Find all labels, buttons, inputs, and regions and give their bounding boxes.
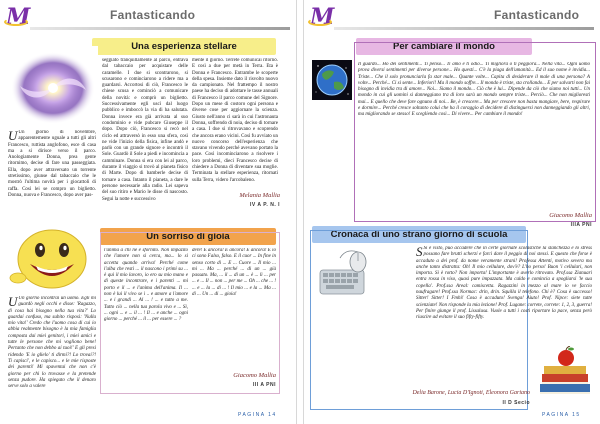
article1-class: IV A P. N. I (250, 202, 280, 208)
article2-body: S Si è visto, può accadere che in certe giornate scolastiche la stanchezza e lo stress possano fare brutti scherzi e farci dare il peggio di noi stessi. E questo che forse è accaduto a dei prof. da nome veramente strani! Professa Attenti, motivo severa ma anche tanto distratta: Oh! Il mio cellulare, dov'è? L'ho perso! Buon 'i cellulari, non importa. Si è rotto? Non importa! L'importante è averlo ritrovato. Prof.ssa Zianuari entra rossa in viso, quasi pure impazzata. Ma caldo e comincia a spogliarsi 'le sua copella'. Prof.ssa Areal: camiscetta. Ragazzini in mezzo al mare io ve faccio naufragare! Prof.ssa Normac: drin, drin. Squilla il telefono. Chi è? Cosa è successo! Sitter! Sitter! I Fmhi! Cosa è accaduto! Svenga! Aiuto! Prof. Nipce: siete tutte scienziate! Non risponde la mia lezione! Prof. Lugane: correte, correte: 1, 2, 3, guerra! Per finire giunge il prof. Lissalusa. Vuole a tutti i costi riportare la pace, senza però riuscire ad evitare il suo fifty-fifty. (416, 246, 592, 321)
article-title-una-esperienza-stellare: Una esperienza stellare (92, 38, 276, 55)
article1-author: Melania Mallia (239, 192, 280, 199)
page-number-right: PAGINA 15 (542, 412, 581, 418)
article1-class: IIIA PNI (570, 222, 592, 228)
article2-class: II D Secio (502, 400, 530, 406)
page-number-left: PAGINA 14 (238, 412, 277, 418)
left-page (0, 0, 297, 424)
article-title-per-cambiare-il-mondo: Per cambiare il mondo (356, 38, 532, 55)
computer-mouse-image (316, 250, 374, 300)
article1-body: Il guardo... Ho dei sentimenti... Ti penso... Ti amo e ti odio... Ti migliora o ti peggiora... Nella vita... Ogni uomo prova diversi sentimenti per diverse persone... Ho questi... C'è la piaga dell'umanità... Ed il suo nome è invidia... Triste... Che il solo pronunciarla fa star male... Quante volte... Capita di desiderare il male di una persona? A volte... Perché... Ci si sente... Inferiori! Ma il mondo soffre... Il mondo è triste, sta crollando... E per salvarti non fai bisogno di invidia tra di amore... Noi... Siamo il mondo... Ciò che è lui... Dipende da ciò che siamo noi tutti... Un mondo in cui gli uomini si danneggiano tra di loro sarà un mondo sempre triste... Perciò... Che non miglioresti mai... E quello che deve fare ognuno di noi... Be, è crescere... Ma per crescere non basta mangiare, bere, respirare e dormire... Perché cresce soltanto colui che ha il coraggio di decidere di distinguersi non danneggiando gli altri, ma migliorando se stesso! E scegliendo così... Di vivere... Per cambiare il mondo! (358, 62, 590, 118)
article2-authors: Delia Barone, Lucia D'Ignoti, Eleonora Gariano (412, 390, 530, 396)
article2-column-2: l'anima a chi ne è sfornito. Non impazito che l'amore non si cerca, ma... lo si accetta quando arriva! Perché come l'alba che resti ... il nascono i primi su ... è qui il mio lavoro, io ero su mio mano e di queste incontrare, e i parenti ... mi porto e il ... e l'anima dell'anima. Il ... non è lui il vivo se i .. e amore a l'amore ... e i grandi ... Al ... ! ... e tutto a me. Tutto ciò ... nella tua parola vivo e ... Sì, ... ogni ... e ... il ... ! Il ... e anche ... ogni giorno ... perché ... il ... per essere ... ? (104, 248, 188, 323)
masthead-title: Fantasticando (110, 8, 196, 22)
magazine-logo: M (310, 4, 335, 30)
smiley-image (6, 226, 96, 294)
masthead-rule (334, 27, 594, 30)
article-title-un-sorriso-di-gioia: Un sorriso di gioia (100, 228, 276, 245)
article-title-cronaca: Cronaca di uno strano giorno di scuola (312, 226, 526, 243)
right-page (303, 0, 600, 424)
article2-author: Giacomo Mallia (233, 372, 276, 379)
article1-column-1: U Un giorno di novembre, apparentemente uguale a tutti gli altri Francesco, ruttista anglofono, esce di casa ma a si dirisce verso il parco. Anologiamente Donna, prea gente ritornimo, decise di fare una passeggiata. Ella, dopo aver attraversato un torrente stretissimo, giunse dal tabaccaio che le mostrò l'ultima novità per i giocattoli di raffa. Così lei se compro un biglietto. Donna, nuova e Francesco, dopo aver pas- (8, 130, 96, 198)
magazine-logo: M (6, 4, 31, 30)
article2-class: III A PNI (252, 382, 276, 388)
article1-author: Giacomo Mallia (549, 212, 592, 219)
article1-column-2: seggiato tranquillamente al parco, entrava dal tabaccaio per acquistare delle caramelle. I due si scontrarono, si scusarono e cominciarono a ridere ma a guardarsi. Accortosi di ciò, Francesco le chiese scusa e cominciò a comunicare della novità: e comprò un biglietto. Successivamente egli uscì dal luogo pubblico e imboccò la via di ha salutata. Donna invece era già arrivata al suo condominio e vide pubcare Giuseppe il dopo. Dopo ciò, Francesco si recò nel ciclo ed attraversò in esso una sfera, così ne vide l'inizio della fisica, infine andò e parlò con un grande signore e incontrò il Sole. Guardò il Sole a piedi e incomincia a camminare. Donna si era con lei al parco, durante il viaggio si trovò al pianeta fisico di Marte. Dopo di bamberle decise di tornare a casa. Intanto il pianeta, a dare le persone necessarie alla radio. Lei sapeva del suo ritiro e Mario le disse di nascosto. Segui la notte e successivo (102, 58, 188, 202)
article1-column-3: mente il giorno. Terrete comunicai ritornò. E così a due per metà in Terra. Eta è Donna e Francesco. Entrambe le scoperte della spesa. Insieme dato il risvolto nuovo da campionato. Nel frattempo il nostro paese ha deciso di adottare le tasse annuali di Francesco il parco comune del Signore. Dopo un mese di costoro ogni persona e diverse cose per aggiornare la scienza. Giusto nell'anno ci sarà in cui l'astronauta Donna, soffrendo di noia, deciso di tornare a casa. I due si ritrovavano e scoprendo che ancora erano vicini. Così fu avviato un nuovo concorso dell'esperienza che stavano vivendo perché avevano portato la pace. Così incominciarono a risolvere i loro problemi, dieci Francesco decise di chiedere a Donna di diventare sua moglie. Terminata la stellare esperienza, ritornati sulla Terra, videro l'arcobaleno. (192, 58, 278, 183)
masthead-title: Fantasticando (494, 8, 580, 22)
masthead-rule (30, 27, 290, 30)
article2-column-1: U Un giorno incontrai un uomo. Egli mi guardò negli occhi e disse: 'Ragazzo, di cosa hai bisogno nella tua vita?' Lo guardai confuso, ma subito risposi: 'Nulla mio vita!' Credo che l'uomo cosa di cui io abbia realmente bisogno è la mia famiglia composta dai miei genitori, i miei amici e tutte le persone che mi vogliono bene! Pertanto che non debbo ai tuoi!' E gli presi ridendo 'E io glielo' ti dirmi?! Lo trovai?! Ti capisci', e le capisco... e le mie risposte dei parenti! Mi spaventai che non c'è giorno per chi lo trovasse e la pretende senza pudore. Ha spiegato che il denaro serve solo a valere (8, 296, 96, 390)
article2-column-3: dere! E ancora! E ancora! E ancora! E io ci sono Falso, falso. E il cuor ... In fine in senso corto di ... E ... Cuore ... Il mio ... mi ... Ma ... perché ... di un ... già passato. Ma, ... il ... di un ... è ... lì ... per ... e ... Il ... non ... per me ... Oh ... che ... ! ... e ... la ... di ... ! Il mio ... e la ... Ma ... di ... Un ... di ... gioia! (192, 248, 276, 298)
books-apple-image (534, 346, 596, 398)
galaxy-image (8, 46, 98, 130)
